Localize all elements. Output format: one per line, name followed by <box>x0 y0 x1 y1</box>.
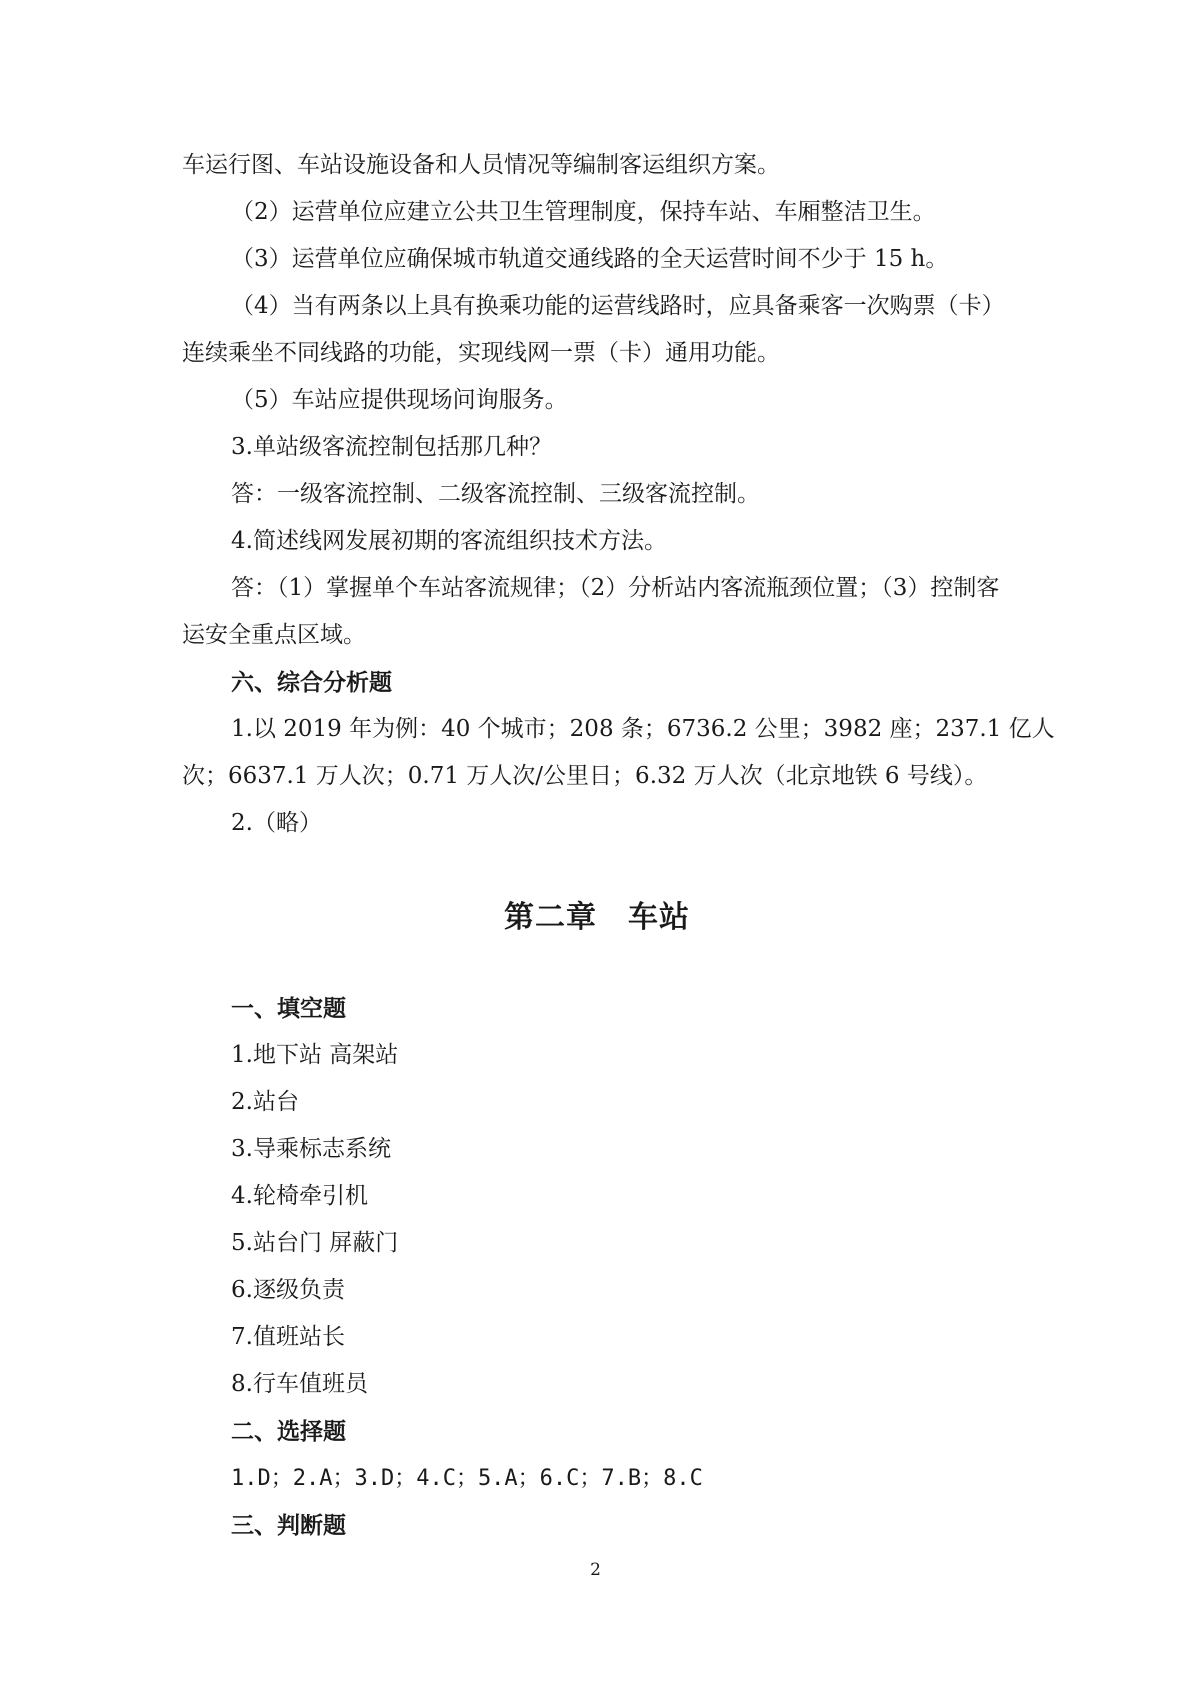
text-line: （5）车站应提供现场问询服务。 <box>231 387 568 413</box>
page-number: 2 <box>590 1560 601 1580</box>
text-line: （3）运营单位应确保城市轨道交通线路的全天运营时间不少于 15 h。 <box>231 246 949 272</box>
text-block-bottom <box>182 985 1012 1549</box>
text-block-top <box>182 142 1055 847</box>
section-heading: 六、综合分析题 <box>231 669 392 696</box>
text-line: 运安全重点区域。 <box>182 622 366 648</box>
text-line: 4.简述线网发展初期的客流组织技术方法。 <box>231 528 667 554</box>
text-line: （2）运营单位应建立公共卫生管理制度，保持车站、车厢整洁卫生。 <box>231 199 936 225</box>
text-line: 连续乘坐不同线路的功能，实现线网一票（卡）通用功能。 <box>182 340 780 366</box>
text-line: 6.逐级负责 <box>231 1277 345 1303</box>
section-heading: 二、选择题 <box>231 1418 346 1445</box>
section-heading: 一、填空题 <box>231 995 346 1022</box>
text-line: （4）当有两条以上具有换乘功能的运营线路时，应具备乘客一次购票（卡） <box>231 293 1005 319</box>
text-line: 1.地下站 高架站 <box>231 1042 399 1068</box>
text-line: 4.轮椅牵引机 <box>231 1183 368 1209</box>
text-line: 3.单站级客流控制包括那几种？ <box>231 434 552 460</box>
text-line: 1.D；2.A；3.D；4.C；5.A；6.C；7.B；8.C <box>231 1466 703 1491</box>
text-line: 答：（1）掌握单个车站客流规律；（2）分析站内客流瓶颈位置；（3）控制客 <box>231 575 1000 601</box>
text-line: 8.行车值班员 <box>231 1371 368 1397</box>
chapter-title: 第二章 车站 <box>504 900 690 935</box>
text-line: 2.站台 <box>231 1089 299 1115</box>
text-line: 车运行图、车站设施设备和人员情况等编制客运组织方案。 <box>182 152 780 178</box>
section-heading: 三、判断题 <box>231 1512 346 1539</box>
text-line: 1.以 2019 年为例：40 个城市；208 条；6736.2 公里；3982 座；237.1 亿人 <box>231 716 1055 742</box>
text-line: 2.（略） <box>231 810 322 836</box>
text-line: 次；6637.1 万人次；0.71 万人次/公里日；6.32 万人次（北京地铁 6 号线）。 <box>182 763 988 789</box>
text-line: 7.值班站长 <box>231 1324 345 1350</box>
page-content <box>182 142 1055 1549</box>
text-line: 5.站台门 屏蔽门 <box>231 1230 399 1256</box>
text-line: 答：一级客流控制、二级客流控制、三级客流控制。 <box>231 481 760 507</box>
text-line: 3.导乘标志系统 <box>231 1136 391 1162</box>
